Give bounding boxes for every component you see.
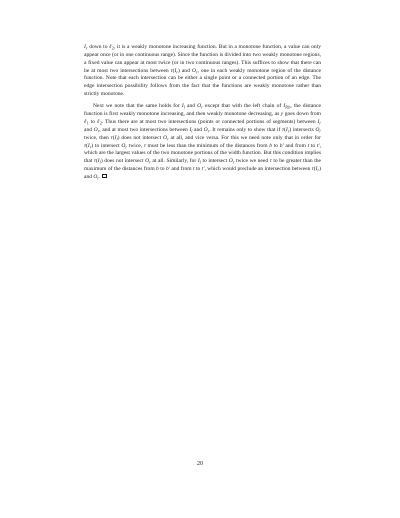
page-number: 20 — [197, 461, 203, 467]
qed-square-icon — [102, 174, 106, 178]
paragraph-2-text: Next we note that the same holds for $I_l$ and $O_r$ except that with the left chain of $I_{P,b}$, the distance function is first weakly monotone increasing, and then weakly monotone decreasing, as y goes down from ℓ$_1$ to ℓ$_2$. Thus there are at most two intersections (points or connected portions of segments) between $I_r$ and $O_r$, and at most two intersections between $I_l$ and $O_r$. It remains only to show that if $\tau(I_r)$ intersects $O_r$ twice, then $\tau(I_l)$ does not intersect $O_r$ at all, and vice versa. For this we need note only that in order for $\tau(I_r)$ to intersect $O_r$ twice, τ must be less than the minimum of the distances from b to b′ and from t to t′, which are the largest values of the two monotone portions of the width function. But this condition implies that $\tau(I_l)$ does not intersect $O_r$ at all. Similarly, for $I_l$ to intersect $O_r$ twice we need τ to be greater than the maximum of the distances from b to b′ and from t to t′, which would preclude an intersection between $\tau(I_r)$ and $O_r$. — [84, 103, 322, 181]
paragraph-1: $I_r$ down to ℓ$_2$, it is a weakly monotone increasing function. But in a monotone function, a value can only appear once (or in one continuous range). Since the function is divided into two weakly monotone regions, a fixed value can appear at most twice (or in two continuous ranges). This suffices to show that there can be at most two intersections between $\tau(I_r)$ and $O_r$, one in each weakly monotone region of the distance function. Note that each intersection can be either a single point or a connected portion of an edge. The edge intersection possibility follows from the fact that the functions are weakly monotone rather than strictly monotone. — [84, 44, 322, 98]
body-text — [84, 44, 321, 182]
paragraph-2 — [84, 103, 321, 181]
